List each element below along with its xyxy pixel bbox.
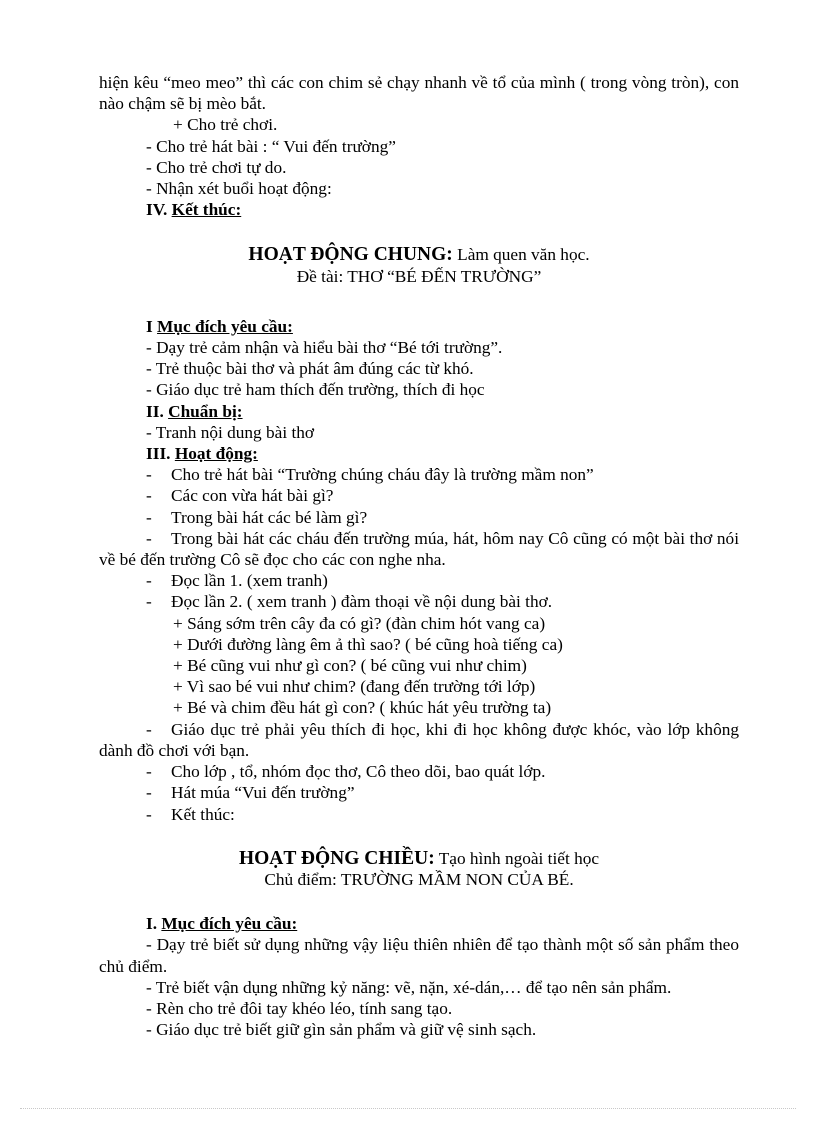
section3-title [99,848,739,869]
dash-marker: - [146,507,152,527]
section2-prep-label: Chuẩn bị: [168,401,243,421]
activity-text: Hát múa “Vui đến trường” [171,783,355,803]
section2-title-rest: Làm quen văn học. [452,245,590,265]
sing-line: - Cho trẻ hát bài : “ Vui đến trường” [146,136,396,156]
section2-goal-item: - Trẻ thuộc bài thơ và phát âm đúng các từ khó. [146,359,474,379]
dash-marker: - [146,804,152,824]
section2-subtitle: Đề tài: THƠ “BÉ ĐẾN TRƯỜNG” [296,266,542,286]
activity-text: Kết thúc: [171,804,235,824]
activity-text: Đọc lần 1. (xem tranh) [171,571,328,591]
section3-goal-item: - Dạy trẻ biết sử dụng những vậy liệu thiên nhiên để tạo thành một số sản phẩm theo chủ điểm. [99,935,739,976]
section3-goal-number: I. [146,914,162,934]
question-item: + Vì sao bé vui như chim? (đang đến trường tới lớp) [173,677,536,697]
dash-marker: - [146,783,152,803]
activity-item-long [99,528,739,570]
section2-goal-label: Mục đích yêu cầu: [157,316,293,336]
section3-goal-item: - Rèn cho trẻ đôi tay khéo léo, tính sang tạo. [146,998,453,1018]
game-description: hiện kêu “meo meo” thì các con chim sẻ chạy nhanh về tổ của mình ( trong vòng tròn), con nào chậm sẽ bị mèo bắt. [99,73,739,114]
section2-goal-item: - Giáo dục trẻ ham thích đến trường, thích đi học [146,380,485,400]
dash-marker: - [146,465,152,485]
question-item: + Bé cũng vui như gì con? ( bé cũng vui như chim) [173,656,527,676]
activity-text: Cho trẻ hát bài “Trường chúng cháu đây là trường mầm non” [171,465,594,485]
section2-title-bold: HOẠT ĐỘNG CHUNG: [248,244,453,266]
free-play-line: - Cho trẻ chơi tự do. [146,157,287,177]
activity-text: Các con vừa hát bài gì? [171,486,334,506]
activity-text: Trong bài hát các bé làm gì? [171,507,368,527]
dash-marker: - [146,528,152,548]
section2-prep-item: - Tranh nội dung bài thơ [146,422,315,442]
section2-prep-number: II. [146,401,169,421]
question-item: + Dưới đường làng êm ả thì sao? ( bé cũng hoà tiếng ca) [173,634,563,654]
section3-goal-heading [99,913,739,934]
section3-title-rest: Tạo hình ngoài tiết học [434,848,600,868]
section2-goal-item: - Dạy trẻ cảm nhận và hiểu bài thơ “Bé tới trường”. [146,338,503,358]
section3-goal-item: - Giáo dục trẻ biết giữ gìn sản phẩm và giữ vệ sinh sạch. [146,1020,537,1040]
section3-goal-label: Mục đích yêu cầu: [161,914,298,934]
dash-marker: - [146,592,152,612]
section2-goal-number: I [146,316,158,336]
end-heading [99,199,739,220]
review-line: - Nhận xét buổi hoạt động: [146,179,332,199]
section2-title [99,244,739,265]
play-line: + Cho trẻ chơi. [173,115,278,135]
activity-item [99,591,739,612]
activity-item [99,464,739,485]
section2-goal-heading [99,316,739,337]
activity-item [99,507,739,528]
activity-item [99,761,739,782]
page-bottom-divider [20,1108,796,1109]
activity-item [99,804,739,825]
dash-marker: - [146,486,152,506]
activity-item [99,570,739,591]
dash-marker: - [146,719,152,739]
activity-text: Cho lớp , tổ, nhóm đọc thơ, Cô theo dõi, bao quát lớp. [171,762,546,782]
document-body [99,72,739,1040]
activity-text: Đọc lần 2. ( xem tranh ) đàm thoại về nội dung bài thơ. [171,592,553,612]
section2-activity-label: Hoạt động: [174,444,258,464]
section3-goal-item: - Trẻ biết vận dụng những kỷ năng: vẽ, nặn, xé-dán,… để tạo nên sản phẩm. [146,977,672,997]
activity-item-long [99,719,739,761]
activity-text: Trong bài hát các cháu đến trường múa, hát, hôm nay Cô cũng có một bài thơ nói về bé đến trường Cô sẽ đọc cho các con nghe nha. [99,528,739,570]
section2-prep-heading [99,401,739,422]
section2-activity-number: III. [146,444,175,464]
activity-item [99,782,739,803]
section3-title-bold: HOẠT ĐỘNG CHIỀU: [238,847,435,869]
question-item: + Sáng sớm trên cây đa có gì? (đàn chim hót vang ca) [173,613,546,633]
dash-marker: - [146,762,152,782]
section3-subtitle: Chủ điểm: TRƯỜNG MẦM NON CỦA BÉ. [264,869,574,889]
question-item: + Bé và chim đều hát gì con? ( khúc hát yêu trường ta) [173,698,552,718]
activity-item [99,485,739,506]
end-heading-number: IV. [146,200,172,220]
activity-text: Giáo dục trẻ phải yêu thích đi học, khi đi học không được khóc, vào lớp không dành đồ chơi với bạn. [99,719,739,760]
dash-marker: - [146,571,152,591]
section2-activity-heading [99,443,739,464]
end-heading-label: Kết thúc: [171,200,242,220]
